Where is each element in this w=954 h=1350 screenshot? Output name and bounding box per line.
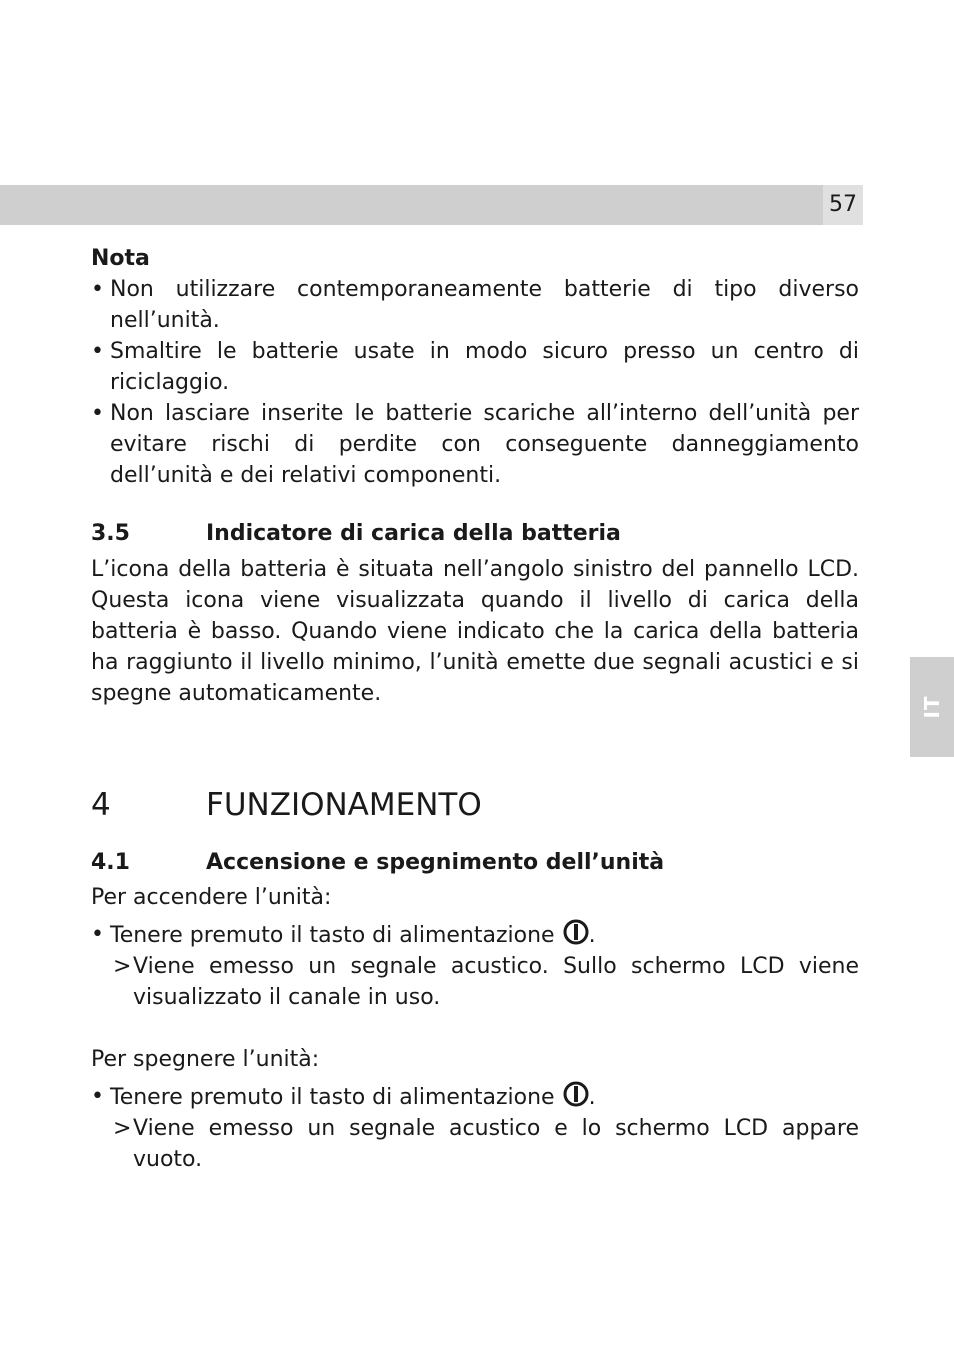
power-off-step-end: . [588,1085,596,1110]
power-off-step [91,1081,859,1113]
power-on-intro: Per accendere l’unità: [91,885,332,910]
note-item [91,336,859,398]
header-bar [0,185,823,225]
note-heading: Nota [91,246,150,271]
power-icon [563,919,589,945]
bullet-marker: • [91,1084,104,1109]
bullet-marker: • [91,401,104,426]
power-on-result-text: Viene emesso un segnale acustico. Sullo schermo LCD viene visualizzato il canale in uso. [133,954,859,1010]
power-off-step-text: Tenere premuto il tasto di alimentazione [110,1085,555,1110]
page-number: 57 [823,185,863,225]
bullet-marker: • [91,339,104,364]
chapter-number: 4 [91,787,111,823]
result-marker: > [113,954,132,979]
section-heading [91,847,859,878]
power-on-step-text: Tenere premuto il tasto di alimentazione [110,923,555,948]
section-number: 3.5 [91,521,130,546]
note-list [91,274,859,491]
power-on-result [91,951,859,1013]
note-item [91,274,859,336]
power-icon [563,1081,589,1107]
result-marker: > [113,1116,132,1141]
language-tab-label: IT [920,695,944,719]
power-on-step [91,919,859,951]
power-on-step-end: . [588,923,596,948]
note-item-text: Non lasciare inserite le batterie scariche all’interno dell’unità per evitare rischi di perdite con conseguente danneggiamento dell’unità e dei relativi componenti. [110,401,859,488]
note-item [91,398,859,491]
power-off-intro: Per spegnere l’unità: [91,1047,320,1072]
section-title: Indicatore di carica della batteria [206,521,621,546]
bullet-marker: • [91,922,104,947]
page-content [91,243,859,1175]
power-off-result-text: Viene emesso un segnale acustico e lo schermo LCD appare vuoto. [133,1116,859,1172]
section-heading [91,518,859,549]
language-tab [910,657,954,757]
note-item-text: Smaltire le batterie usate in modo sicuro presso un centro di riciclaggio. [110,339,859,395]
chapter-heading [91,785,859,825]
power-off-result [91,1113,859,1175]
section-title: Accensione e spegnimento dell’unità [206,850,665,875]
section-body: L’icona della batteria è situata nell’angolo sinistro del pannello LCD. Questa icona viene visualizzata quando il livello di carica della batteria è basso. Quando viene indicato che la carica della batteria ha raggiunto il livello minimo, l’unità emette due segnali acustici e si spegne automaticamente. [91,557,859,706]
note-item-text: Non utilizzare contemporaneamente batterie di tipo diverso nell’unità. [110,277,859,333]
chapter-title: FUNZIONAMENTO [206,787,482,823]
bullet-marker: • [91,277,104,302]
section-number: 4.1 [91,850,130,875]
